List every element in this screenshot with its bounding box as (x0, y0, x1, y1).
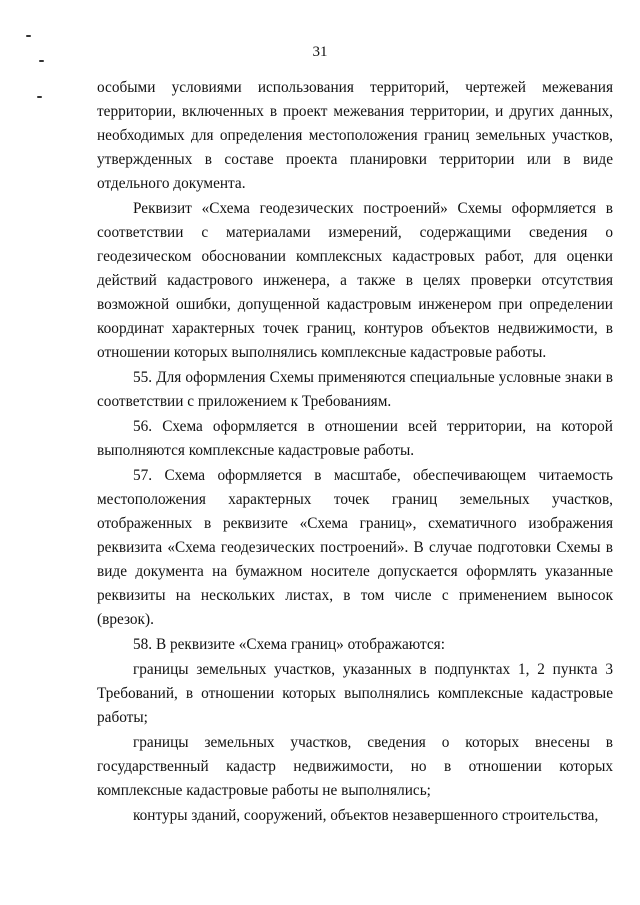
page-number: 31 (312, 44, 328, 60)
scan-mark (26, 35, 31, 37)
scan-mark (37, 96, 42, 98)
paragraph: границы земельных участков, указанных в подпунктах 1, 2 пункта 3 Требований, в отношении которых выполнялись комплексные кадастровые работы; (97, 661, 613, 726)
paragraph: границы земельных участков, сведения о которых внесены в государственный кадастр недвижимости, но в отношении которых комплексные кадастровые работы не выполнялись; (97, 734, 613, 799)
paragraph: особыми условиями использования территорий, чертежей межевания территории, включенных в проект межевания территории, и других данных, необходимых для определения местоположения границ земельных участков, утвержденных в составе проекта планировки территории или в виде отдельного документа. (97, 79, 613, 192)
document-body (97, 76, 613, 828)
paragraph: 55. Для оформления Схемы применяются специальные условные знаки в соответствии с приложением к Требованиям. (97, 369, 613, 410)
paragraph: 58. В реквизите «Схема границ» отображаются: (133, 636, 445, 653)
paragraph: 56. Схема оформляется в отношении всей территории, на которой выполняются комплексные кадастровые работы. (97, 418, 613, 459)
paragraph: Реквизит «Схема геодезических построений» Схемы оформляется в соответствии с материалами измерений, содержащими сведения о геодезическом обосновании комплексных кадастровых работ, для оценки действий кадастрового инженера, а также в целях проверки отсутствия возможной ошибки, допущенной кадастровым инженером при определении координат характерных точек границ, контуров объектов недвижимости, в отношении которых выполнялись комплексные кадастровые работы. (97, 200, 613, 361)
paragraph: 57. Схема оформляется в масштабе, обеспечивающем читаемость местоположения характерных точек границ земельных участков, отображенных в реквизите «Схема границ», схематичного изображения реквизита «Схема геодезических построений». В случае подготовки Схемы в виде документа на бумажном носителе допускается оформлять указанные реквизиты на нескольких листах, в том числе с применением выносок (врезок). (97, 467, 613, 628)
paragraph: контуры зданий, сооружений, объектов незавершенного строительства, (133, 807, 599, 824)
